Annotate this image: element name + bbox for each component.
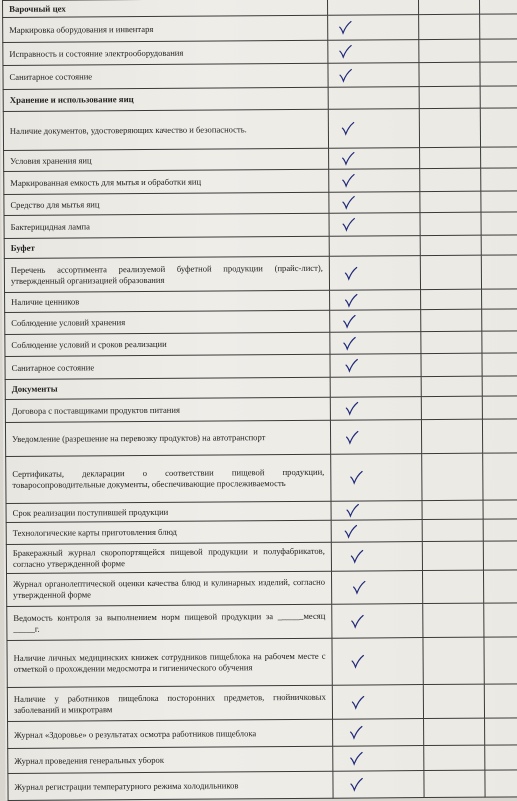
status-cell-3[interactable] [484,603,517,637]
status-cell-1[interactable] [330,377,421,398]
row-label: Наличие ценников [5,290,330,312]
row-label: Журнал проведения генеральных уборок [8,746,333,773]
checkmark-icon [338,21,352,35]
status-cell-1[interactable] [328,109,419,149]
status-cell-1[interactable] [328,87,419,110]
status-cell-1[interactable] [333,746,424,772]
status-cell-3[interactable] [480,14,517,39]
status-cell-2[interactable] [424,718,485,745]
status-cell-3[interactable] [482,376,517,396]
status-cell-1[interactable] [330,310,421,333]
status-cell-1[interactable] [330,332,421,355]
checkmark-icon [345,402,359,416]
checklist-row [6,452,517,503]
checkmark-icon [341,122,355,136]
checklist-row [7,636,517,687]
checklist-row [3,13,517,42]
row-label: Ведомость контроля за выполнением норм пищевой продукции за ______месяц _____г. [7,604,332,640]
status-cell-3[interactable] [481,147,517,168]
checklist-row [8,769,517,800]
status-cell-3[interactable] [482,331,517,353]
status-cell-1[interactable] [330,420,421,455]
row-label: Маркированная емкость для мытья и обработки яиц [4,169,329,194]
row-label: Наличие документов, удостоверяющих качество и безопасность. [3,109,328,150]
status-cell-2[interactable] [422,570,483,603]
status-cell-2[interactable] [422,541,483,570]
checklist-row [4,254,517,292]
status-cell-3[interactable] [480,39,517,62]
status-cell-2[interactable] [422,500,483,519]
checkmark-icon [349,470,363,484]
status-cell-1[interactable] [331,454,422,502]
row-label: Срок реализации поступившей продукции [6,501,331,522]
status-cell-2[interactable] [420,255,481,289]
checklist-row [4,211,517,238]
checkmark-icon [338,45,352,59]
status-cell-3[interactable] [481,212,517,235]
status-cell-3[interactable] [485,718,517,745]
status-cell-1[interactable] [331,520,422,543]
status-cell-3[interactable] [483,570,517,603]
status-cell-1[interactable] [332,604,423,639]
checkmark-icon [345,359,359,373]
status-cell-2[interactable] [420,147,481,168]
row-label: Наличие личных медицинских книжек сотрудников пищеблока на рабочем месте с отметкой о прохождении медосмотра и гигиенического обучения [7,638,332,687]
status-cell-2[interactable] [419,62,480,86]
status-cell-3[interactable] [484,637,517,684]
checkmark-icon [350,549,364,563]
status-cell-3[interactable] [479,0,517,14]
status-cell-2[interactable] [421,353,482,376]
row-label: Соблюдение условий хранения [5,310,330,334]
checkmark-icon [344,266,358,280]
row-label: Исправность и состояние электрооборудования [3,40,328,65]
checkmark-icon [350,614,364,628]
status-cell-1[interactable] [332,638,423,686]
checklist-row [8,744,517,773]
status-cell-3[interactable] [482,353,517,376]
status-cell-3[interactable] [480,108,517,147]
status-cell-2[interactable] [420,168,481,191]
status-cell-3[interactable] [482,396,517,419]
row-label: Маркировка оборудования и инвентаря [3,15,328,42]
section-title: Буфет [4,236,329,258]
status-cell-3[interactable] [481,191,517,212]
row-label: Журнал органолептической оценки качества блюд и кулинарных изделий, согласно утвержденной форме [7,571,332,606]
row-label: Санитарное состояние [3,63,328,89]
section-title: Варочный цех [3,0,328,17]
row-label: Соблюдение условий и сроков реализации [5,332,330,356]
checkmark-icon [342,314,356,328]
status-cell-3[interactable] [480,62,517,86]
status-cell-2[interactable] [424,745,485,770]
checklist-row [5,395,517,422]
status-cell-2[interactable] [419,39,480,62]
status-cell-1[interactable] [333,771,424,799]
status-cell-1[interactable] [330,290,421,311]
status-cell-3[interactable] [480,86,517,108]
checkmark-icon [342,218,356,232]
checkmark-icon [341,174,355,188]
status-cell-2[interactable] [423,637,484,684]
checkmark-icon [349,725,363,739]
checkmark-icon [345,430,359,444]
status-cell-3[interactable] [482,309,517,331]
status-cell-3[interactable] [483,519,517,541]
status-cell-1[interactable] [329,236,420,257]
row-label: Журнал «Здоровье» о результатах осмотра работников пищеблока [8,719,333,748]
row-label: Сертификаты, декларации о соответствии пищевой продукции, товаросопроводительные документы, обеспечивающие прослеживаемость [6,454,331,503]
checkmark-icon [342,336,356,350]
status-cell-2[interactable] [420,191,481,212]
checkmark-icon [338,68,352,82]
row-label: Бактерицидная лампа [4,213,329,238]
checklist-row [3,38,517,65]
status-cell-2[interactable] [422,453,483,500]
status-cell-3[interactable] [485,745,517,770]
row-label: Технологические карты приготовления блюд [6,520,331,544]
checklist-row [6,540,517,573]
row-label: Перечень ассортимента реализуемой буфетной продукции (прайс-лист), утвержденный организацией образования [4,256,329,292]
status-cell-1[interactable] [328,63,419,88]
status-cell-2[interactable] [421,376,482,396]
checklist-row [3,61,517,89]
checklist-row [7,602,517,640]
checklist-row [5,352,517,379]
checkmark-icon [349,777,363,791]
status-cell-2[interactable] [423,603,484,637]
row-label: Журнал регистрации температурного режима холодильников [8,771,333,800]
row-label: Условия хранения яиц [4,148,329,171]
status-cell-2[interactable] [424,770,485,797]
status-cell-1[interactable] [331,571,422,605]
status-cell-2[interactable] [421,396,482,419]
checklist-row [8,717,517,748]
status-cell-3[interactable] [483,541,517,570]
status-cell-2[interactable] [421,289,482,309]
status-cell-1[interactable] [329,148,420,170]
section-title: Документы [5,377,330,399]
section-title: Хранение и использование яиц [3,87,328,111]
status-cell-2[interactable] [421,419,482,453]
status-cell-3[interactable] [483,500,517,519]
status-cell-1[interactable] [331,501,422,521]
status-cell-1[interactable] [328,40,419,64]
row-label: Санитарное состояние [5,354,330,379]
status-cell-2[interactable] [421,309,482,331]
status-cell-3[interactable] [484,684,517,718]
row-label: Средство для мытья яиц [4,192,329,215]
status-cell-1[interactable] [331,542,422,572]
checkmark-icon [344,293,358,307]
status-cell-3[interactable] [481,255,517,289]
checkmark-icon [341,196,355,210]
status-cell-3[interactable] [481,168,517,191]
checkmark-icon [352,580,366,594]
status-cell-2[interactable] [418,0,479,15]
status-cell-1[interactable] [332,685,423,720]
status-cell-1[interactable] [329,256,420,291]
checklist-row [7,683,517,721]
row-label: Бракеражный журнал скоропортящейся пищевой продукции и полуфабрикатов, согласно утвержденной форме [6,542,331,573]
status-cell-2[interactable] [423,684,484,718]
status-cell-2[interactable] [419,108,480,147]
status-cell-1[interactable] [330,397,421,421]
status-cell-1[interactable] [333,719,424,747]
status-cell-1[interactable] [329,213,420,237]
row-label: Уведомление (разрешение на перевозку продуктов) на автотранспорт [5,420,330,456]
checklist-row [5,418,517,456]
checkmark-icon [351,695,365,709]
status-cell-2[interactable] [420,212,481,235]
status-cell-1[interactable] [327,0,418,15]
status-cell-1[interactable] [329,169,420,193]
status-cell-3[interactable] [482,289,517,309]
checkmark-icon [341,152,355,166]
checklist-row [4,167,517,194]
row-label: Договора с поставщиками продуктов питания [5,397,330,422]
status-cell-2[interactable] [422,519,483,541]
status-cell-2[interactable] [419,14,480,39]
status-cell-1[interactable] [328,15,419,41]
checkmark-icon [346,504,360,518]
status-cell-3[interactable] [482,419,517,453]
status-cell-3[interactable] [483,453,517,500]
checkmark-icon [344,524,358,538]
row-label: Наличие у работников пищеблока посторонних предметов, гнойничковых заболеваний и микротравм [7,685,332,721]
status-cell-2[interactable] [420,235,481,255]
status-cell-2[interactable] [419,86,480,108]
checkmark-icon [349,751,363,765]
checklist-row [7,569,517,606]
checklist-row [3,107,517,150]
status-cell-3[interactable] [485,770,517,797]
status-cell-1[interactable] [330,354,421,378]
status-cell-1[interactable] [329,192,420,214]
checklist-table [2,0,517,801]
status-cell-2[interactable] [421,331,482,353]
checkmark-icon [351,654,365,668]
status-cell-3[interactable] [481,235,517,255]
